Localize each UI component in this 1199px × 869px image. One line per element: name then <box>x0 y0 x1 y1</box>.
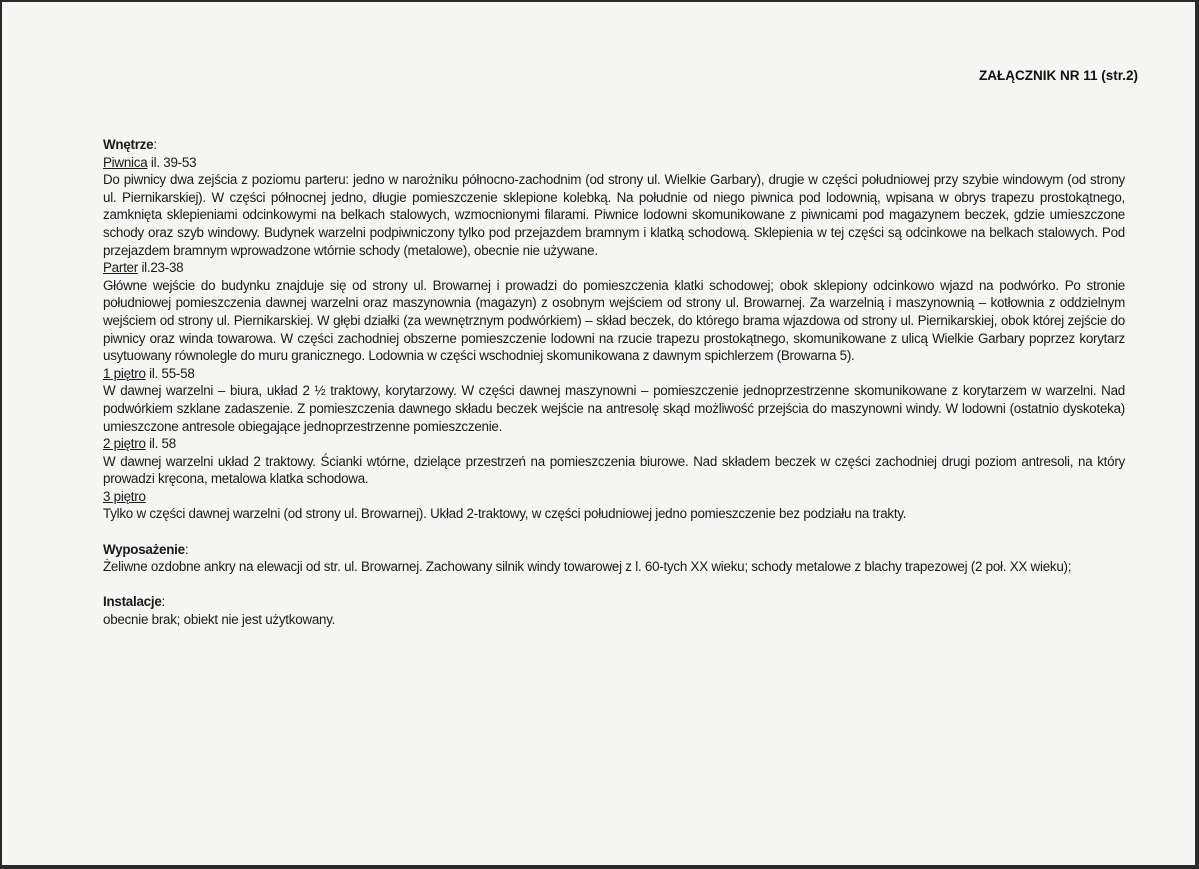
subheading-label: 3 piętro <box>103 488 146 504</box>
heading-text: Wyposażenie <box>103 541 185 557</box>
subheading-pietro2 <box>103 435 1125 453</box>
section-heading-wnetrze <box>103 136 1125 154</box>
document-body <box>103 136 1125 629</box>
paragraph-pietro2: W dawnej warzelni układ 2 traktowy. Ścianki wtórne, dzielące przestrzeń na pomieszczenia biurowe. Nad składem beczek w części zachodniej drugi poziom antresoli, na który prowadzi kręcona, metalowa klatka schodowa. <box>103 453 1125 487</box>
paragraph-parter: Główne wejście do budynku znajduje się od strony ul. Browarnej i prowadzi do pomieszczenia klatki schodowej; obok sklepiony odcinkowo wjazd na podwórko. Po stronie południowej pomieszczenia dawnej warzelni oraz maszynownia (magazyn) z osobnym wejściem od strony ul. Browarnej. Za warzelnią i maszynownią – kotłownia z oddzielnym wejściem od strony ul. Piernikarskiej. W głębi działki (za wewnętrznym podwórkiem) – skład beczek, do którego brama wjazdowa od strony ul. Piernikarskiej, obok której zejście do piwnicy oraz winda towarowa. W części zachodniej obszerne pomieszczenie lodowni na rzucie trapezu prostokątnego, skomunikowane z ulicą Wielkie Garbary poprzez korytarz usytuowany równolegle do muru granicznego. Lodownia w części wschodniej skomunikowana z dawnym spichlerzem (Browarna 5). <box>103 277 1125 364</box>
illustration-ref: il.23-38 <box>137 260 184 276</box>
spacer <box>103 576 1125 594</box>
paragraph-instalacje: obecnie brak; obiekt nie jest użytkowany. <box>103 612 336 628</box>
paragraph-wyposazenie: Żeliwne ozdobne ankry na elewacji od str. ul. Browarnej. Zachowany silnik windy towarowej z l. 60-tych XX wieku; schody metalowe z blachy trapezowej (2 poł. XX wieku); <box>103 559 1072 575</box>
subheading-parter <box>103 259 1125 277</box>
paragraph-pietro3: Tylko w części dawnej warzelni (od strony ul. Browarnej). Układ 2-traktowy, w części południowej jedno pomieszczenie bez podziału na trakty. <box>103 506 907 522</box>
colon: : <box>184 541 189 557</box>
illustration-ref: il. 58 <box>145 436 176 452</box>
subheading-label: 1 piętro <box>103 365 146 381</box>
illustration-ref: il. 55-58 <box>145 365 195 381</box>
illustration-ref: il. 39-53 <box>147 154 197 170</box>
spacer <box>103 523 1125 541</box>
subheading-label: Parter <box>103 260 138 276</box>
section-heading-wyposazenie <box>103 541 1125 559</box>
subheading-piwnica <box>103 154 1125 172</box>
paragraph-pietro1: W dawnej warzelni – biura, układ 2 ½ traktowy, korytarzowy. W części dawnej maszynowni – pomieszczenie jednoprzestrzenne skomunikowane z korytarzem w warzelni. Nad podwórkiem szklane zadaszenie. Z pomieszczenia dawnego składu beczek wejście na antresolę skąd możliwość przejścia do maszynowni windy. W lodowni (ostatnio dyskoteka) umieszczone antresole obiegające jednoprzestrzenne pomieszczenie. <box>103 383 1125 434</box>
attachment-header: ZAŁĄCZNIK NR 11 (str.2) <box>978 68 1138 83</box>
document-page <box>2 2 1195 865</box>
paragraph-piwnica: Do piwnicy dwa zejścia z poziomu parteru: jedno w narożniku północno-zachodnim (od strony ul. Wielkie Garbary), drugie w części południowej przy szybie windowym (od strony ul. Piernikarskiej). W części północnej jedno, długie pomieszczenie sklepione kolebką. Na południe od niego piwnica pod lodownią, wpisana w obrys trapezu prostokątnego, zamknięta sklepieniami odcinkowymi na belkach stalowych, wzmocnionymi filarami. Piwnice lodowni skomunikowane z piwnicami pod magazynem beczek, gdzie umieszczone schody oraz szyb windowy. Budynek warzelni podpiwniczony tylko pod przejazdem bramnym i klatką schodową. Sklepienia w tej części są odcinkowe na belkach stalowych. Pod przejazdem bramnym wprowadzone wtórnie schody (metalowe), obecnie nie używane. <box>103 172 1125 258</box>
subheading-label: 2 piętro <box>103 436 146 452</box>
subheading-pietro3 <box>103 488 1125 506</box>
subheading-pietro1 <box>103 365 1125 383</box>
colon: : <box>161 594 166 610</box>
section-heading-instalacje <box>103 593 1125 611</box>
heading-text: Instalacje <box>103 594 162 610</box>
subheading-label: Piwnica <box>103 154 148 170</box>
heading-text: Wnętrze <box>103 137 154 152</box>
colon: : <box>153 137 157 152</box>
